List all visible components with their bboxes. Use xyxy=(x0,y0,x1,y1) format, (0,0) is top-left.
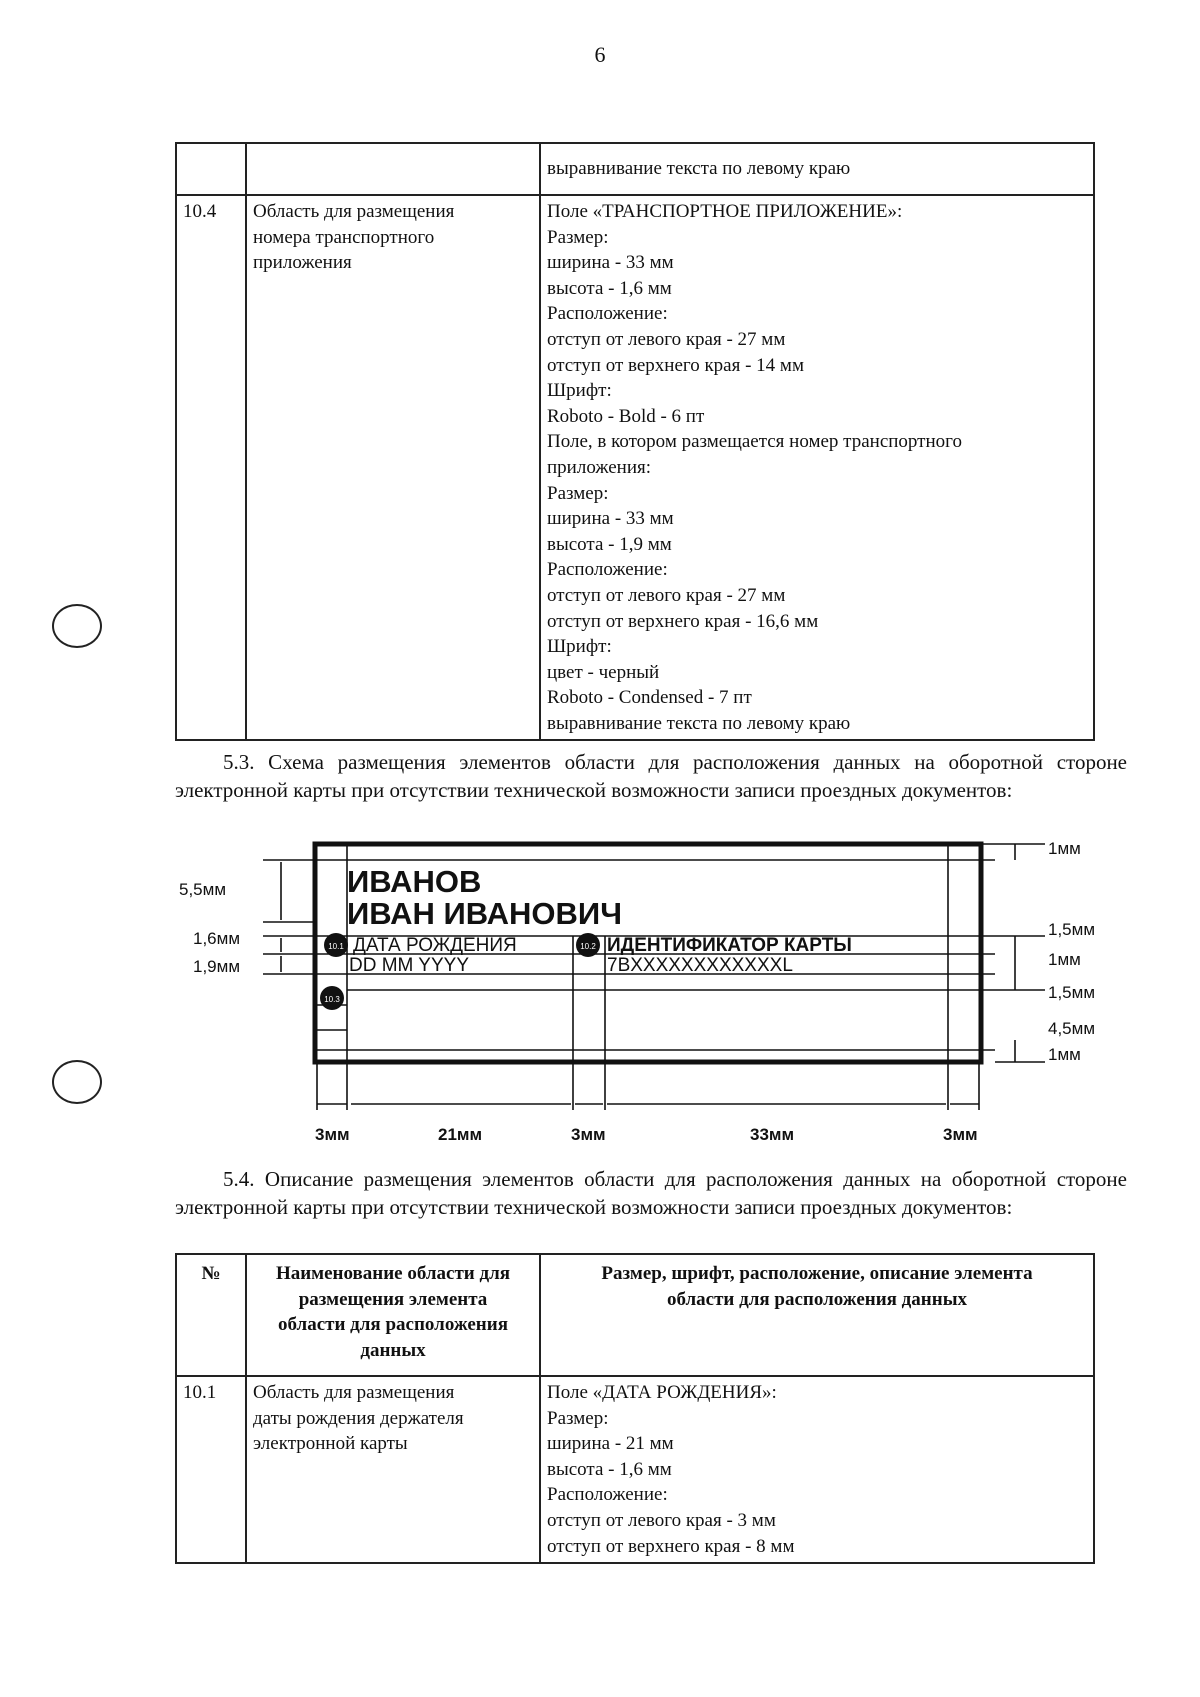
header-line: области для расположения данных xyxy=(666,1288,968,1310)
dimension-label: 21мм xyxy=(438,1125,483,1144)
name-line: Область для размещения xyxy=(253,201,455,222)
punch-hole-mark xyxy=(52,1060,102,1104)
spec-table-continued xyxy=(175,142,1095,741)
dimension-label: 1,9мм xyxy=(193,957,241,976)
card-id-value: 7BXXXXXXXXXXXXL xyxy=(607,955,793,976)
dimension-label: 1мм xyxy=(1048,950,1081,969)
name-line: Область для размещения xyxy=(253,1382,455,1403)
area-name xyxy=(246,1376,540,1563)
area-description xyxy=(540,195,1094,740)
description-line: выравнивание текста по левому краю xyxy=(547,712,851,734)
area-name xyxy=(246,143,540,195)
row-number xyxy=(176,143,246,195)
header-line: Наименование области для xyxy=(275,1263,511,1284)
description-line: Расположение: xyxy=(547,1484,668,1506)
header-line: области для расположения xyxy=(278,1314,508,1336)
description-line: Расположение: xyxy=(547,303,668,325)
description-line: высота - 1,6 мм xyxy=(547,277,672,299)
dimension-label: 33мм xyxy=(750,1125,795,1144)
description-line: высота - 1,9 мм xyxy=(547,533,672,555)
table-row xyxy=(176,143,1094,195)
description-line: Размер: xyxy=(547,226,609,248)
description-line: Roboto - Condensed - 7 пт xyxy=(547,687,752,709)
header-line: размещения элемента xyxy=(298,1288,488,1310)
description-line: Шрифт: xyxy=(547,636,612,658)
description-line: Расположение: xyxy=(547,559,668,581)
name-line: номера транспортного xyxy=(253,226,435,248)
description-line: Размер: xyxy=(547,482,609,504)
section-5-4-text xyxy=(175,1165,1127,1221)
name-line: приложения xyxy=(253,252,352,274)
card-layout-scheme xyxy=(175,839,1096,1156)
description-line: отступ от левого края - 27 мм xyxy=(547,584,786,606)
table-row xyxy=(176,1376,1094,1563)
description-line: ширина - 21 мм xyxy=(547,1433,674,1455)
description-line: приложения: xyxy=(547,456,652,478)
dimension-label: 1,5мм xyxy=(1048,920,1096,939)
table-header-row xyxy=(176,1254,1094,1376)
description-line: Шрифт: xyxy=(547,380,612,402)
area-description xyxy=(540,1376,1094,1563)
description-line: отступ от верхнего края - 14 мм xyxy=(547,354,804,376)
dimension-label: 1,6мм xyxy=(193,929,241,948)
description-line: цвет - черный xyxy=(547,661,660,683)
description-line: отступ от левого края - 27 мм xyxy=(547,328,786,350)
dimension-label: 1мм xyxy=(1048,839,1081,858)
name-line: электронной карты xyxy=(253,1433,408,1455)
description-line: отступ от левого края - 3 мм xyxy=(547,1509,776,1531)
paragraph-text: 5.4. Описание размещения элементов области для расположения данных на оборотной стороне электронной карты при отсутствии технической возможности записи проездных документов: xyxy=(175,1167,1127,1219)
description-line: Поле «ТРАНСПОРТНОЕ ПРИЛОЖЕНИЕ»: xyxy=(547,201,903,222)
dimension-label: 3мм xyxy=(943,1125,978,1144)
page-number: 6 xyxy=(594,42,606,67)
header-line: Размер, шрифт, расположение, описание элемента xyxy=(601,1263,1033,1284)
dimension-label: 1мм xyxy=(1048,1045,1081,1064)
birth-label: ДАТА РОЖДЕНИЯ xyxy=(353,935,517,956)
column-header-name xyxy=(246,1254,540,1376)
description-line: Поле «ДАТА РОЖДЕНИЯ»: xyxy=(547,1382,777,1403)
birth-value: DD MM YYYY xyxy=(349,955,470,976)
column-header-number: № xyxy=(176,1254,246,1376)
description-line: Поле, в котором размещается номер транспортного xyxy=(547,431,962,453)
description-line: отступ от верхнего края - 16,6 мм xyxy=(547,610,819,632)
name-patronymic-text: ИВАН ИВАНОВИЧ xyxy=(347,896,622,931)
punch-hole-mark xyxy=(52,604,102,648)
description-line: ширина - 33 мм xyxy=(547,508,674,530)
marker-label: 10.1 xyxy=(328,942,344,951)
row-number: 10.4 xyxy=(176,195,246,740)
description-line: выравнивание текста по левому краю xyxy=(547,158,851,179)
description-line: Размер: xyxy=(547,1407,609,1429)
column-header-description xyxy=(540,1254,1094,1376)
header-line: данных xyxy=(360,1339,426,1361)
description-line: отступ от верхнего края - 8 мм xyxy=(547,1535,795,1557)
marker-label: 10.3 xyxy=(324,995,340,1004)
section-5-3-text xyxy=(175,748,1127,804)
description-line: Roboto - Bold - 6 пт xyxy=(547,405,705,427)
dimension-label: 4,5мм xyxy=(1048,1019,1096,1038)
row-number: 10.1 xyxy=(176,1376,246,1563)
card-id-label: ИДЕНТИФИКАТОР КАРТЫ xyxy=(607,935,852,956)
dimension-label: 3мм xyxy=(315,1125,350,1144)
area-name xyxy=(246,195,540,740)
dimension-label: 1,5мм xyxy=(1048,983,1096,1002)
marker-label: 10.2 xyxy=(580,942,596,951)
dimension-label: 3мм xyxy=(571,1125,606,1144)
name-line: даты рождения держателя xyxy=(253,1407,464,1429)
paragraph-text: 5.3. Схема размещения элементов области для расположения данных на оборотной стороне электронной карты при отсутствии технической возможности записи проездных документов: xyxy=(175,750,1127,802)
area-description xyxy=(540,143,1094,195)
table-row xyxy=(176,195,1094,740)
description-line: ширина - 33 мм xyxy=(547,252,674,274)
spec-table xyxy=(175,1253,1095,1564)
dimension-label: 5,5мм xyxy=(179,880,227,899)
description-line: высота - 1,6 мм xyxy=(547,1458,672,1480)
surname-text: ИВАНОВ xyxy=(347,864,482,899)
